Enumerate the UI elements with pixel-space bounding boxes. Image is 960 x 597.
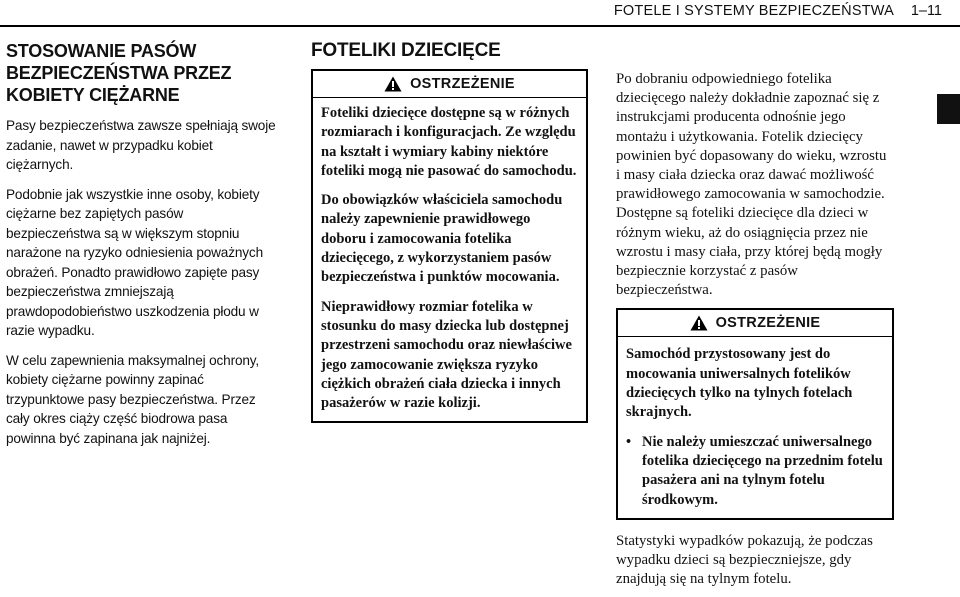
section-title-child-seats: FOTELIKI DZIECIĘCE [311,40,501,61]
warning-label: OSTRZEŻENIE [410,76,515,92]
warning-triangle-icon [690,315,708,331]
header-rule [0,25,960,27]
column-child-seats [311,36,588,423]
warning-body [618,337,892,517]
page-number: 1–11 [910,3,942,19]
warning-triangle-icon [384,76,402,92]
warning-paragraph: Foteliki dziecięce dostępne są w różnych rozmiarach i konfiguracjach. Ze względu na kształt i wymiary kabiny niektóre foteliki mogą nie pasować do samochodu. [321,105,577,179]
warning-box [616,308,894,519]
intro-paragraph: Po dobraniu odpowiedniego fotelika dziecięcego należy dokładnie zapoznać się z instrukcjami producenta odnośnie jego montażu i użytkowania. Fotelik dziecięcy powinien być dopasowany do wieku, wzrostu i masy ciała dziecka oraz dawać możliwość prawidłowego zamocowania w samochodzie. Dostępne są foteliki dziecięce dla dzieci w różnym wieku, aż do osiągnięcia przez nie wzrostu i masy ciała, przy której będą mogły bezpiecznie korzystać z pasów bezpieczeństwa. [616,71,887,299]
section-tab-marker [937,94,960,124]
warning-bullet [626,433,884,510]
warning-paragraph: Samochód przystosowany jest do mocowania uniwersalnych fotelików dziecięcych tylko na tylnych fotelach skrajnych. [626,346,853,421]
bullet-icon: • [626,433,632,450]
bullet-text: Nie należy umieszczać uniwersalnego fotelika dziecięcego na przednim fotelu pasażera ani na tylnym fotelu środkowym. [642,433,883,508]
outro-paragraph: Statystyki wypadków pokazują, że podczas wypadku dzieci są bezpieczniejsze, gdy znajdują się na tylnym fotelu. [616,532,873,588]
column-pregnant-women [6,36,278,458]
warning-body [313,98,586,421]
warning-paragraph: Nieprawidłowy rozmiar fotelika w stosunku do masy dziecka lub dostępnej przestrzeni samochodu oraz niewłaściwe jego zamocowanie zwiększa ryzyko ciężkich obrażeń ciała dziecka i innych pasażerów w razie kolizji. [321,298,572,412]
warning-label: OSTRZEŻENIE [715,315,821,332]
warning-paragraph: Do obowiązków właściciela samochodu należy zapewnienie prawidłowego doboru i zamocowania fotelika dziecięcego, z wykorzystaniem pasów bezpieczeństwa i punktów mocowania. [321,192,563,286]
header-title: FOTELE I SYSTEMY BEZPIECZEŃSTWA [613,3,894,19]
column-child-seat-guidance [616,70,894,597]
warning-header [618,310,892,337]
paragraph: Podobnie jak wszystkie inne osoby, kobiety ciężarne bez zapiętych pasów bezpieczeństwa są w większym stopniu narażone na ryzyko odniesienia poważnych obrażeń. Ponadto prawidłowo zapięte pasy bezpieczeństwa zmniejszają prawdopodobieństwo uszkodzenia płodu w razie wypadku. [6,186,263,338]
paragraph: W celu zapewnienia maksymalnej ochrony, kobiety ciężarne powinny zapinać trzypunktowe pasy bezpieczeństwa. Przez cały okres ciąży część biodrowa pasa powinna być zapinana jak najniżej. [6,352,260,446]
warning-box [311,69,588,423]
warning-header [313,71,586,98]
page-header [0,0,960,25]
section-title-pregnant: STOSOWANIE PASÓW BEZPIECZEŃSTWA PRZEZ KOBIETY CIĘŻARNE [6,41,232,105]
paragraph: Pasy bezpieczeństwa zawsze spełniają swoje zadanie, nawet w przypadku kobiet ciężarnych. [6,118,276,172]
